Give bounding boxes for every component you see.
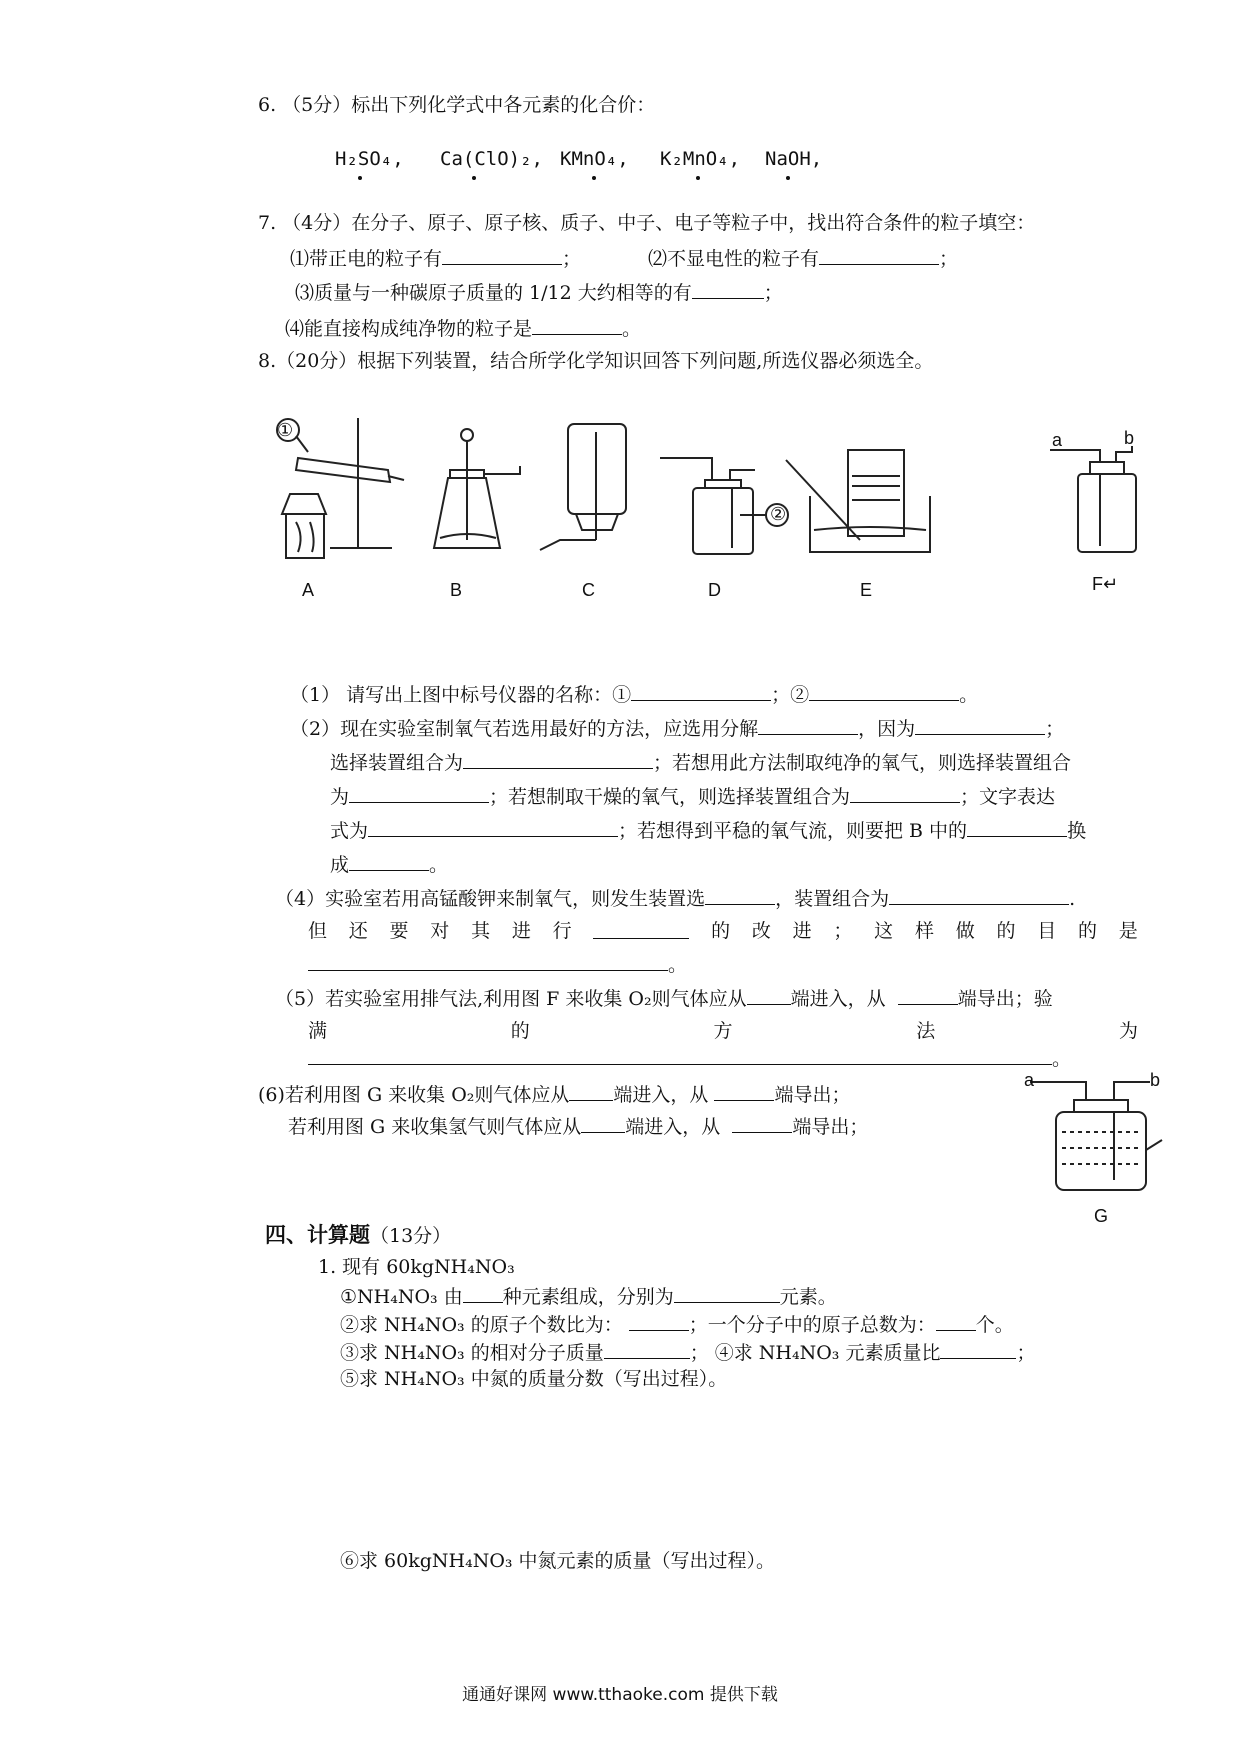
formula-h2so4: H₂SO₄, [335,148,404,170]
apparatus-g [1030,1082,1162,1190]
answer-blank[interactable] [940,1338,1016,1359]
f-port-a: a [1052,430,1063,450]
sec4-item5: ⑤求 NH₄NO₃ 中氮的质量分数（写出过程）。 [340,1368,728,1390]
answer-blank[interactable] [732,1112,792,1133]
valence-dot [592,176,596,180]
apparatus-d [660,458,788,554]
answer-blank[interactable] [308,1044,1052,1065]
instrument-mark-2: ② [770,504,787,524]
q7-part4: ⑷能直接构成纯净物的粒子是 。 [285,314,641,342]
instrument-mark-1: ① [277,420,294,440]
valence-dot [786,176,790,180]
label-d: D [708,580,721,600]
f-port-b: b [1124,428,1135,448]
q8-part5-line3: 。 [308,1044,1071,1072]
label-a: A [302,580,315,600]
apparatus-a [277,418,404,558]
q8-part2-line4: 式为 ；若想得到平稳的氧气流，则要把 B 中的 换 [330,816,1086,844]
answer-blank[interactable] [889,884,1069,905]
label-g: G [1094,1206,1109,1226]
answer-blank[interactable] [581,1112,625,1133]
valence-dot [472,176,476,180]
q7-part3: ⑶质量与一种碳原子质量的 1/12 大约相等的有 ； [295,278,783,306]
sec4-q1: 1. 现有 60kgNH₄NO₃ [318,1256,515,1278]
q7-header: 7. （4分）在分子、原子、原子核、质子、中子、电子等粒子中，找出符合条件的粒子填空： [258,212,1036,234]
footer-credit: 通通好课网 www.tthaoke.com 提供下载 [462,1685,778,1705]
answer-blank[interactable] [850,782,960,803]
answer-blank[interactable] [809,680,959,701]
sec4-item2: ②求 NH₄NO₃ 的原子个数比为： ；一个分子中的原子总数为： 个。 [340,1310,1014,1338]
answer-blank[interactable] [368,816,618,837]
formula-naoh: NaOH, [765,148,823,170]
answer-blank[interactable] [674,1282,780,1303]
sec4-item1: ①NH₄NO₃ 由 种元素组成，分别为 元素。 [340,1282,837,1310]
g-port-b: b [1150,1070,1161,1090]
q8-part6-line2: 若利用图 G 来收集氢气则气体应从 端进入，从 端导出； [288,1112,868,1140]
answer-blank[interactable] [604,1338,690,1359]
label-c: C [582,580,595,600]
answer-blank[interactable] [898,984,958,1005]
apparatus-f [1050,446,1136,552]
q8-part2-line1: （2）现在实验室制氧气若选用最好的方法，应选用分解 ，因为 ； [290,714,1064,742]
answer-blank[interactable] [631,680,771,701]
answer-blank[interactable] [705,884,775,905]
sec4-item3: ③求 NH₄NO₃ 的相对分子质量 ； ④求 NH₄NO₃ 元素质量比 ； [340,1338,1035,1366]
q8-header: 8.（20分）根据下列装置，结合所学化学知识回答下列问题,所选仪器必须选全。 [258,350,934,372]
answer-blank[interactable] [819,244,939,265]
q7-part2: ⑵不显电性的粒子有 ； [648,244,958,272]
formula-kmno4: KMnO₄, [560,148,629,170]
answer-blank[interactable] [463,1282,503,1303]
q6-header: 6. （5分）标出下列化学式中各元素的化合价： [258,94,656,116]
q8-part2-line5: 成 。 [330,850,448,878]
sec4-title: 四、计算题 [265,1223,370,1247]
answer-blank[interactable] [442,244,562,265]
answer-blank[interactable] [758,714,858,735]
sec4-heading [265,1222,451,1249]
answer-blank[interactable] [967,816,1067,837]
answer-blank[interactable] [915,714,1045,735]
q8-part6-line1: (6)若利用图 G 来收集 O₂则气体应从 端进入，从 端导出； [258,1080,850,1108]
answer-blank[interactable] [747,984,791,1005]
sec4-score: （13分） [370,1225,452,1247]
q8-part2-line2: 选择装置组合为 ；若想用此方法制取纯净的氧气，则选择装置组合 [330,748,1071,776]
valence-dot [696,176,700,180]
q8-part4-line1: （4）实验室若用高锰酸钾来制氧气，则发生装置选 ，装置组合为 . [275,884,1075,912]
answer-blank[interactable] [714,1080,774,1101]
sec4-item6: ⑥求 60kgNH₄NO₃ 中氮元素的质量（写出过程）。 [340,1550,776,1572]
answer-blank[interactable] [349,850,429,871]
answer-blank[interactable] [532,314,622,335]
q8-part4-line3: 。 [308,950,687,978]
label-f: F↵ [1092,574,1119,594]
answer-blank[interactable] [308,950,668,971]
q8-part1: （1） 请写出上图中标号仪器的名称：① ；② 。 [290,680,978,708]
answer-blank[interactable] [629,1310,689,1331]
answer-blank[interactable] [593,918,689,939]
q8-part5-line1: （5）若实验室用排气法,利用图 F 来收集 O₂则气体应从 端进入，从 端导出；验 [275,984,1053,1012]
answer-blank[interactable] [692,278,764,299]
formula-k2mno4: K₂MnO₄, [660,148,741,170]
label-b: B [450,580,463,600]
apparatus-b [434,429,520,548]
answer-blank[interactable] [569,1080,613,1101]
apparatus-e [786,450,930,552]
q8-part2-line3: 为 ；若想制取干燥的氧气，则选择装置组合为 ；文字表达 [330,782,1055,810]
q8-part4-line2: 但 还 要 对 其 进 行 的 改 进 ； 这 样 做 的 目 的 是 [308,920,1138,942]
label-e: E [860,580,873,600]
q8-part5-line2: 满 的 方 法 为 [308,1020,1138,1042]
answer-blank[interactable] [936,1310,976,1331]
valence-dot [358,176,362,180]
g-port-a: a [1024,1070,1035,1090]
q7-part1: ⑴带正电的粒子有 ； [290,244,581,272]
apparatus-c [540,424,626,550]
answer-blank[interactable] [349,782,489,803]
formula-caclo2: Ca(ClO)₂, [440,148,543,170]
answer-blank[interactable] [463,748,653,769]
